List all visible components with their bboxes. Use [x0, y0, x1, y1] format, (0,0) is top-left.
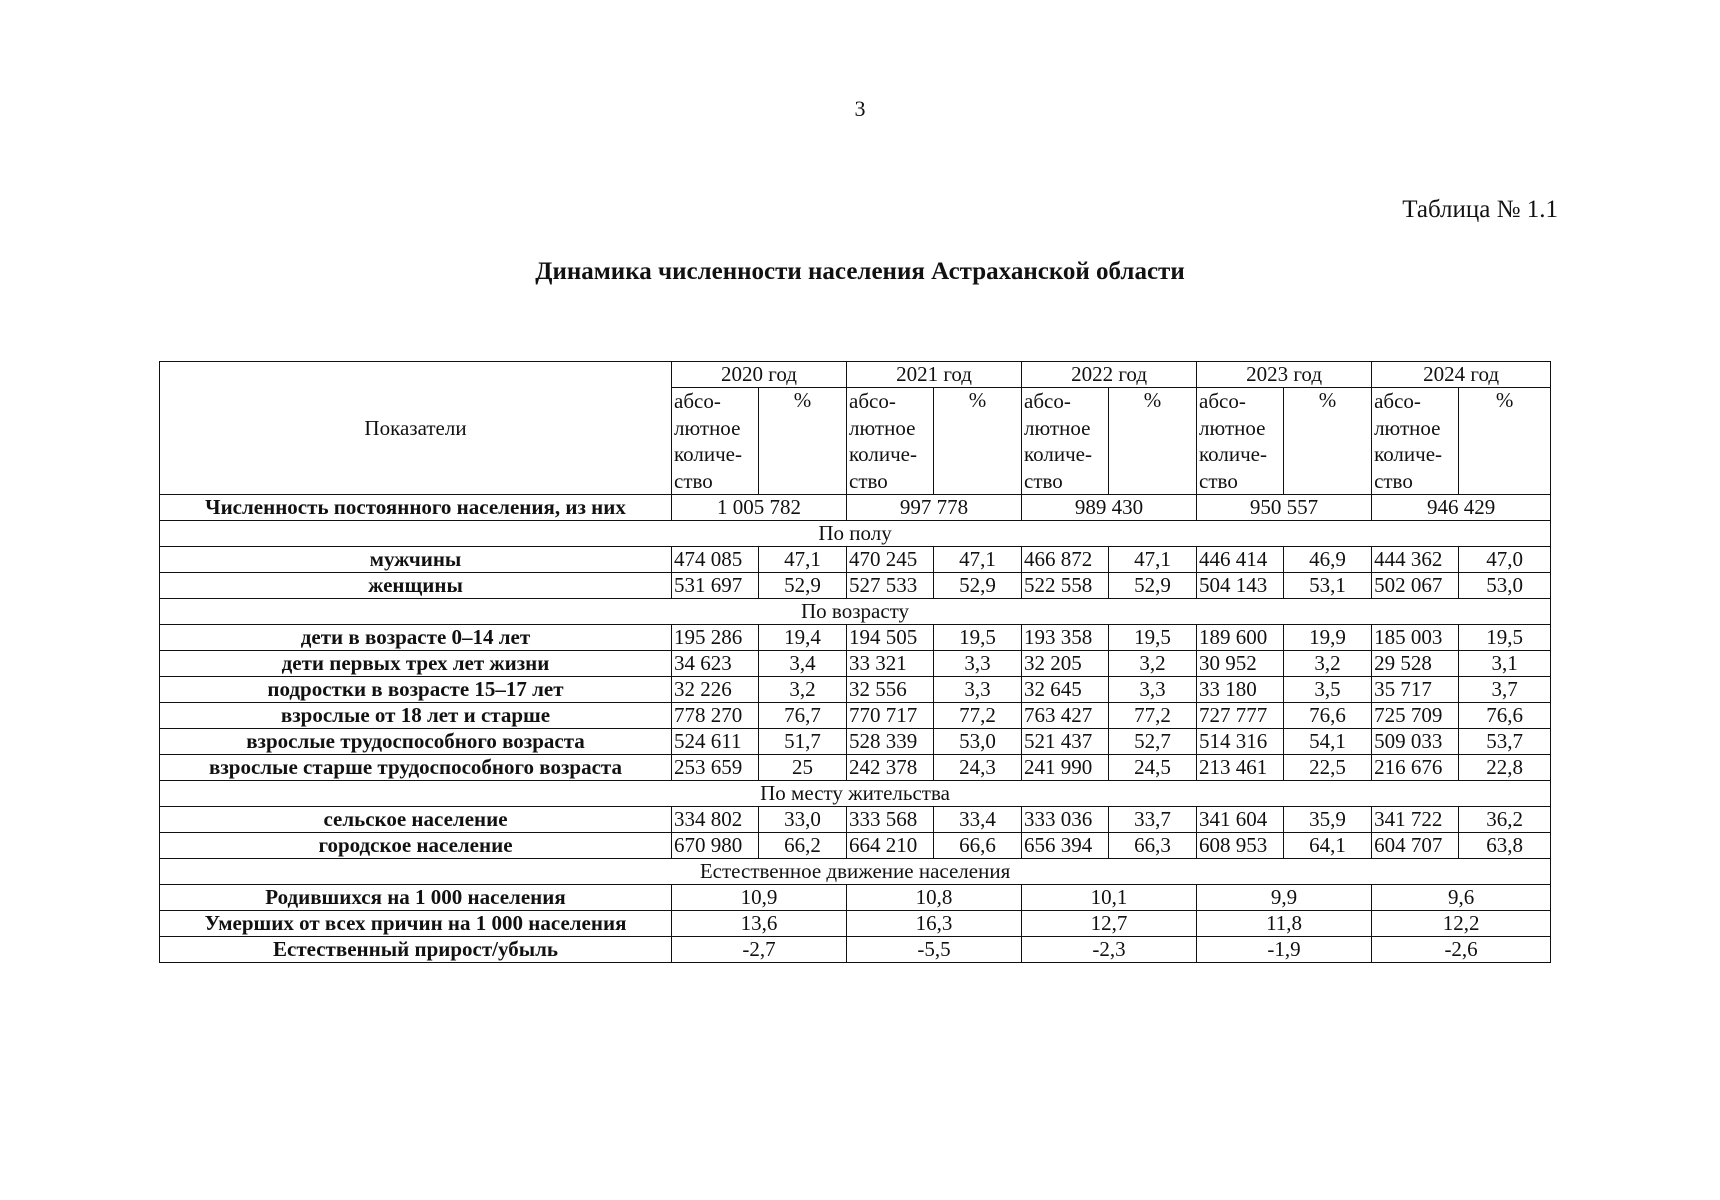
rate-value: 9,6 — [1372, 885, 1551, 911]
percent-cell: 3,2 — [1284, 651, 1372, 677]
table-row — [160, 755, 1551, 781]
percent-cell: 46,9 — [1284, 547, 1372, 573]
percent-cell: 19,5 — [1109, 625, 1197, 651]
percent-cell: 53,0 — [1459, 573, 1551, 599]
rate-value: 11,8 — [1197, 911, 1372, 937]
absolute-cell: 466 872 — [1022, 547, 1109, 573]
percent-cell: 25 — [759, 755, 847, 781]
table-row — [160, 625, 1551, 651]
rate-value: 12,2 — [1372, 911, 1551, 937]
row-label: Умерших от всех причин на 1 000 населения — [160, 911, 672, 937]
row-label: Естественный прирост/убыль — [160, 937, 672, 963]
rate-value: -2,3 — [1022, 937, 1197, 963]
rate-value: -2,7 — [672, 937, 847, 963]
absolute-cell: 608 953 — [1197, 833, 1284, 859]
absolute-cell: 727 777 — [1197, 703, 1284, 729]
absolute-cell: 334 802 — [672, 807, 759, 833]
row-label: взрослые трудоспособного возраста — [160, 729, 672, 755]
percent-cell: 47,0 — [1459, 547, 1551, 573]
table-row — [160, 885, 1551, 911]
absolute-cell: 604 707 — [1372, 833, 1459, 859]
percent-cell: 51,7 — [759, 729, 847, 755]
population-table — [159, 361, 1551, 963]
percent-cell: 3,7 — [1459, 677, 1551, 703]
absolute-cell: 333 036 — [1022, 807, 1109, 833]
year-header: 2020 год — [672, 362, 847, 388]
row-label: женщины — [160, 573, 672, 599]
absolute-cell: 770 717 — [847, 703, 934, 729]
percent-cell: 3,3 — [934, 677, 1022, 703]
absolute-cell: 521 437 — [1022, 729, 1109, 755]
absolute-count-header: абсо- лютное количе- ство — [1022, 388, 1109, 495]
absolute-count-header: абсо- лютное количе- ство — [1197, 388, 1284, 495]
percent-cell: 3,5 — [1284, 677, 1372, 703]
absolute-cell: 33 321 — [847, 651, 934, 677]
percent-cell: 3,2 — [759, 677, 847, 703]
absolute-cell: 32 556 — [847, 677, 934, 703]
row-label: подростки в возрасте 15–17 лет — [160, 677, 672, 703]
absolute-cell: 514 316 — [1197, 729, 1284, 755]
percent-header: % — [1459, 388, 1551, 495]
percent-cell: 33,0 — [759, 807, 847, 833]
percent-cell: 66,6 — [934, 833, 1022, 859]
percent-cell: 3,2 — [1109, 651, 1197, 677]
total-value: 950 557 — [1197, 495, 1372, 521]
percent-cell: 76,6 — [1284, 703, 1372, 729]
section-header-row — [160, 599, 1551, 625]
absolute-cell: 35 717 — [1372, 677, 1459, 703]
absolute-cell: 763 427 — [1022, 703, 1109, 729]
section-header-row — [160, 859, 1551, 885]
percent-cell: 52,9 — [1109, 573, 1197, 599]
table-row — [160, 807, 1551, 833]
absolute-cell: 32 226 — [672, 677, 759, 703]
page-number: 3 — [854, 96, 866, 121]
year-header: 2023 год — [1197, 362, 1372, 388]
table-row — [160, 573, 1551, 599]
table-row — [160, 937, 1551, 963]
percent-header: % — [1284, 388, 1372, 495]
percent-cell: 19,9 — [1284, 625, 1372, 651]
percent-cell: 47,1 — [1109, 547, 1197, 573]
year-header: 2024 год — [1372, 362, 1551, 388]
table-row — [160, 547, 1551, 573]
percent-cell: 64,1 — [1284, 833, 1372, 859]
percent-cell: 19,5 — [1459, 625, 1551, 651]
table-body — [160, 495, 1551, 963]
table-row — [160, 677, 1551, 703]
percent-cell: 3,3 — [1109, 677, 1197, 703]
absolute-cell: 670 980 — [672, 833, 759, 859]
percent-cell: 77,2 — [934, 703, 1022, 729]
percent-header: % — [759, 388, 847, 495]
total-value: 989 430 — [1022, 495, 1197, 521]
absolute-cell: 241 990 — [1022, 755, 1109, 781]
rate-value: 12,7 — [1022, 911, 1197, 937]
percent-cell: 36,2 — [1459, 807, 1551, 833]
rate-value: 13,6 — [672, 911, 847, 937]
row-label: Родившихся на 1 000 населения — [160, 885, 672, 911]
percent-cell: 53,7 — [1459, 729, 1551, 755]
percent-cell: 53,1 — [1284, 573, 1372, 599]
percent-cell: 77,2 — [1109, 703, 1197, 729]
percent-cell: 19,4 — [759, 625, 847, 651]
row-label: дети в возрасте 0–14 лет — [160, 625, 672, 651]
row-label: дети первых трех лет жизни — [160, 651, 672, 677]
absolute-cell: 333 568 — [847, 807, 934, 833]
absolute-cell: 193 358 — [1022, 625, 1109, 651]
absolute-cell: 341 722 — [1372, 807, 1459, 833]
absolute-cell: 213 461 — [1197, 755, 1284, 781]
absolute-cell: 30 952 — [1197, 651, 1284, 677]
absolute-cell: 778 270 — [672, 703, 759, 729]
percent-cell: 19,5 — [934, 625, 1022, 651]
table-header-row-years — [160, 362, 1551, 388]
absolute-cell: 185 003 — [1372, 625, 1459, 651]
absolute-count-header: абсо- лютное количе- ство — [672, 388, 759, 495]
absolute-cell: 531 697 — [672, 573, 759, 599]
row-label: Численность постоянного населения, из них — [160, 495, 672, 521]
percent-cell: 33,7 — [1109, 807, 1197, 833]
percent-cell: 63,8 — [1459, 833, 1551, 859]
rate-value: 10,1 — [1022, 885, 1197, 911]
absolute-cell: 216 676 — [1372, 755, 1459, 781]
section-title: По месту жительства — [160, 781, 1551, 807]
row-label: взрослые старше трудоспособного возраста — [160, 755, 672, 781]
rate-value: 9,9 — [1197, 885, 1372, 911]
table-number-label: Таблица № 1.1 — [1402, 196, 1558, 223]
percent-cell: 47,1 — [759, 547, 847, 573]
absolute-cell: 474 085 — [672, 547, 759, 573]
total-population-row — [160, 495, 1551, 521]
rate-value: 10,9 — [672, 885, 847, 911]
absolute-cell: 446 414 — [1197, 547, 1284, 573]
absolute-cell: 341 604 — [1197, 807, 1284, 833]
percent-cell: 54,1 — [1284, 729, 1372, 755]
percent-header: % — [934, 388, 1022, 495]
absolute-cell: 253 659 — [672, 755, 759, 781]
table-row — [160, 833, 1551, 859]
absolute-cell: 522 558 — [1022, 573, 1109, 599]
percent-cell: 22,8 — [1459, 755, 1551, 781]
percent-cell: 3,3 — [934, 651, 1022, 677]
absolute-cell: 527 533 — [847, 573, 934, 599]
percent-cell: 52,9 — [934, 573, 1022, 599]
percent-cell: 24,3 — [934, 755, 1022, 781]
percent-cell: 47,1 — [934, 547, 1022, 573]
absolute-cell: 509 033 — [1372, 729, 1459, 755]
table-row — [160, 729, 1551, 755]
percent-cell: 52,9 — [759, 573, 847, 599]
percent-cell: 35,9 — [1284, 807, 1372, 833]
percent-header: % — [1109, 388, 1197, 495]
percent-cell: 66,3 — [1109, 833, 1197, 859]
absolute-cell: 32 645 — [1022, 677, 1109, 703]
absolute-cell: 528 339 — [847, 729, 934, 755]
percent-cell: 22,5 — [1284, 755, 1372, 781]
absolute-cell: 29 528 — [1372, 651, 1459, 677]
rate-value: -1,9 — [1197, 937, 1372, 963]
percent-cell: 33,4 — [934, 807, 1022, 833]
absolute-cell: 524 611 — [672, 729, 759, 755]
percent-cell: 3,1 — [1459, 651, 1551, 677]
total-value: 946 429 — [1372, 495, 1551, 521]
section-title: По возрасту — [160, 599, 1551, 625]
absolute-cell: 725 709 — [1372, 703, 1459, 729]
percent-cell: 3,4 — [759, 651, 847, 677]
absolute-cell: 656 394 — [1022, 833, 1109, 859]
rate-value: 16,3 — [847, 911, 1022, 937]
absolute-cell: 34 623 — [672, 651, 759, 677]
row-label: городское население — [160, 833, 672, 859]
row-label: взрослые от 18 лет и старше — [160, 703, 672, 729]
percent-cell: 53,0 — [934, 729, 1022, 755]
absolute-count-header: абсо- лютное количе- ство — [1372, 388, 1459, 495]
rate-value: 10,8 — [847, 885, 1022, 911]
rate-value: -2,6 — [1372, 937, 1551, 963]
row-label: сельское население — [160, 807, 672, 833]
percent-cell: 24,5 — [1109, 755, 1197, 781]
absolute-cell: 32 205 — [1022, 651, 1109, 677]
table-row — [160, 651, 1551, 677]
rate-value: -5,5 — [847, 937, 1022, 963]
section-title: Естественное движение населения — [160, 859, 1551, 885]
table-row — [160, 911, 1551, 937]
total-value: 1 005 782 — [672, 495, 847, 521]
year-header: 2021 год — [847, 362, 1022, 388]
table-row — [160, 703, 1551, 729]
percent-cell: 76,7 — [759, 703, 847, 729]
percent-cell: 52,7 — [1109, 729, 1197, 755]
total-value: 997 778 — [847, 495, 1022, 521]
section-title: По полу — [160, 521, 1551, 547]
absolute-cell: 195 286 — [672, 625, 759, 651]
row-label: мужчины — [160, 547, 672, 573]
year-header: 2022 год — [1022, 362, 1197, 388]
percent-cell: 66,2 — [759, 833, 847, 859]
section-header-row — [160, 521, 1551, 547]
absolute-cell: 189 600 — [1197, 625, 1284, 651]
absolute-count-header: абсо- лютное количе- ство — [847, 388, 934, 495]
percent-cell: 76,6 — [1459, 703, 1551, 729]
absolute-cell: 502 067 — [1372, 573, 1459, 599]
absolute-cell: 194 505 — [847, 625, 934, 651]
document-title: Динамика численности населения Астраханской области — [535, 258, 1185, 285]
absolute-cell: 664 210 — [847, 833, 934, 859]
section-header-row — [160, 781, 1551, 807]
absolute-cell: 242 378 — [847, 755, 934, 781]
indicator-header: Показатели — [160, 362, 672, 495]
absolute-cell: 444 362 — [1372, 547, 1459, 573]
absolute-cell: 470 245 — [847, 547, 934, 573]
absolute-cell: 504 143 — [1197, 573, 1284, 599]
absolute-cell: 33 180 — [1197, 677, 1284, 703]
